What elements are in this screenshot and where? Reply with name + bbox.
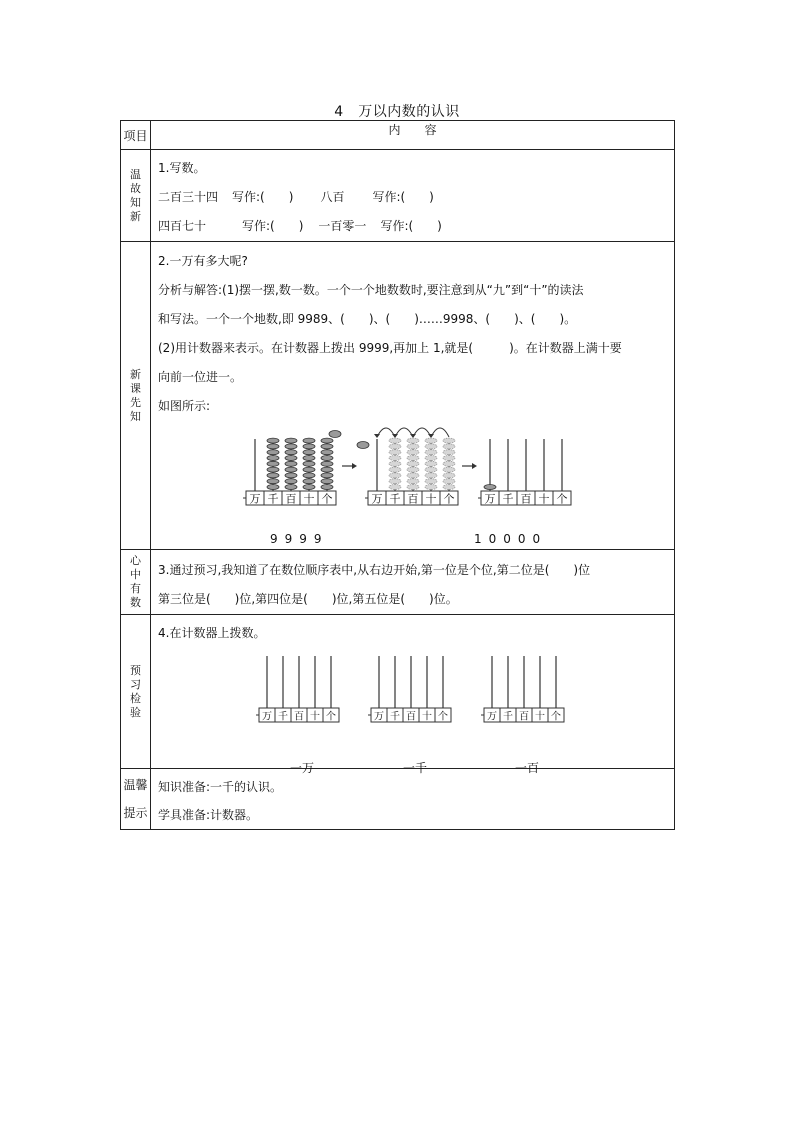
table-header-row [121, 121, 675, 150]
place-label: 十 [310, 711, 320, 723]
place-label: 个 [443, 492, 455, 506]
number-9999: 9999 [270, 532, 329, 546]
place-label: 个 [551, 711, 561, 723]
section-new [121, 242, 675, 550]
empty-abacus-diagrams [158, 648, 678, 728]
place-label: 百 [406, 711, 416, 723]
added-bead [329, 431, 341, 438]
abacus [368, 656, 451, 723]
new-para-5: 如图所示: [158, 399, 211, 413]
review-word: 四百七十 [158, 219, 207, 233]
tip-knowledge: 知识准备:一千的认识。 [158, 780, 283, 794]
place-label: 个 [556, 492, 568, 506]
place-label: 百 [285, 492, 297, 506]
place-label: 个 [438, 711, 448, 723]
check-question: 4.在计数器上拨数。 [158, 626, 266, 640]
abacus [365, 438, 458, 505]
place-label: 百 [519, 711, 529, 723]
empty-abacus-row [158, 648, 668, 775]
place-label: 百 [520, 492, 532, 506]
review-write[interactable]: 写作:( ) [380, 219, 442, 233]
section-label-tips-b: 提示 [123, 806, 148, 820]
place-label: 十 [538, 492, 550, 506]
review-write[interactable]: 写作:( ) [232, 190, 294, 204]
review-write[interactable]: 写作:( ) [242, 219, 304, 233]
review-word: 八百 [320, 190, 345, 204]
place-label: 万 [262, 711, 272, 723]
carry-arrows [374, 428, 449, 438]
mind-para-1: 3.通过预习,我知道了在数位顺序表中,从右边开始,第一位是个位,第二位是( )位 [158, 563, 591, 577]
place-label: 万 [374, 711, 384, 723]
section-tips [121, 769, 675, 830]
place-label: 千 [278, 711, 288, 723]
new-para-3: (2)用计数器来表示。在计数器上拨出 9999,再加上 1,就是( )。在计数器上满十要 [158, 341, 622, 355]
place-label: 个 [321, 492, 333, 506]
place-label: 千 [503, 711, 513, 723]
abacus [478, 439, 571, 506]
review-word: 二百三十四 [158, 190, 219, 204]
section-label-check: 预习检验 [130, 663, 141, 719]
abacus-figure [158, 421, 668, 549]
caption-yiwan: 一万 [290, 761, 315, 775]
abacus [481, 656, 564, 723]
caption-yibai: 一百 [515, 761, 540, 775]
place-label: 十 [303, 492, 315, 506]
place-label: 万 [371, 492, 383, 506]
place-label: 百 [294, 711, 304, 723]
caption-yiqian: 一千 [403, 761, 428, 775]
place-label: 万 [484, 492, 496, 506]
header-item: 项目 [121, 121, 151, 150]
section-label-review: 温故知新 [130, 167, 141, 223]
new-para-2: 和写法。一个一个地数,即 9989、( )、( )……9998、( )、( )。 [158, 312, 577, 326]
review-word: 一百零一 [318, 219, 367, 233]
review-question: 1.写数。 [158, 161, 206, 175]
page-title: 4 万以内数的认识 [334, 104, 460, 120]
review-row-2 [158, 212, 668, 241]
place-label: 千 [267, 492, 279, 506]
place-label: 万 [487, 711, 497, 723]
review-write[interactable]: 写作:( ) [372, 190, 434, 204]
carried-bead [357, 442, 369, 449]
mind-para-2: 第三位是( )位,第四位是( )位,第五位是( )位。 [158, 592, 458, 606]
section-label-tips-a: 温馨 [123, 778, 148, 792]
place-label: 十 [425, 492, 437, 506]
abacus-diagram-9999-to-10000 [158, 421, 678, 521]
place-label: 百 [407, 492, 419, 506]
number-10000: 10000 [474, 532, 548, 546]
new-question: 2.一万有多大呢? [158, 254, 248, 268]
new-para-1: 分析与解答:(1)摆一摆,数一数。一个一个地数数时,要注意到从“九”到“十”的读法 [158, 283, 584, 297]
place-label: 十 [535, 711, 545, 723]
tip-tools: 学具准备:计数器。 [158, 808, 259, 822]
review-row-1 [158, 183, 668, 212]
place-label: 千 [389, 492, 401, 506]
abacus [256, 656, 339, 723]
place-label: 千 [390, 711, 400, 723]
section-label-new: 新课先知 [130, 367, 141, 423]
section-review [121, 150, 675, 242]
abacus [243, 438, 336, 505]
section-check [121, 615, 675, 769]
section-mind [121, 550, 675, 615]
place-label: 千 [502, 492, 514, 506]
new-para-4: 向前一位进一。 [158, 370, 243, 384]
preview-table [120, 120, 675, 830]
place-label: 个 [326, 711, 336, 723]
section-label-mind: 心中有数 [130, 554, 141, 609]
place-label: 十 [422, 711, 432, 723]
place-label: 万 [249, 492, 261, 506]
header-content: 内 容 [151, 121, 675, 150]
